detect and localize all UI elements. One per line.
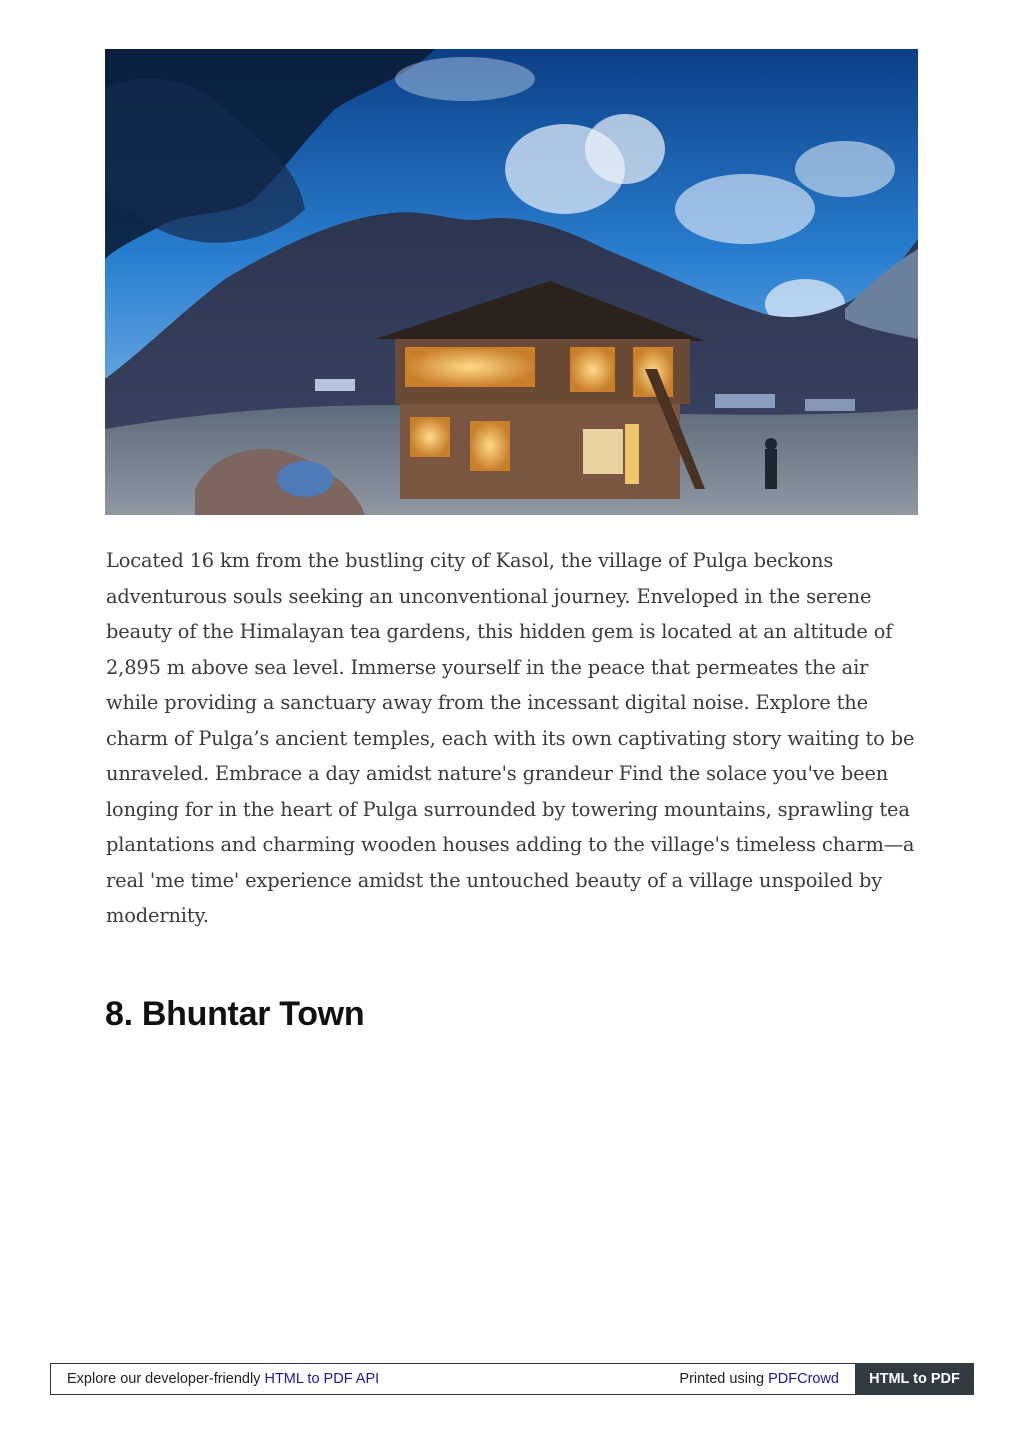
footer-left-text: Explore our developer-friendly: [67, 1371, 265, 1387]
section-heading: 8. Bhuntar Town: [105, 995, 365, 1033]
footer-left: [67, 1364, 379, 1394]
article-paragraph: Located 16 km from the bustling city of Kasol, the village of Pulga beckons adventurous souls seeking an unconventional journey. Enveloped in the serene beauty of the Himalayan tea gardens, this hidden gem is located at an altitude of 2,895 m above sea level. Immerse yourself in the peace that permeates the air while providing a sanctuary away from the incessant digital noise. Explore the charm of Pulga’s ancient temples, each with its own captivating story waiting to be unraveled. Embrace a day amidst nature's grandeur Find the solace you've been longing for in the heart of Pulga surrounded by towering mountains, sprawling tea plantations and charming wooden houses adding to the village's timeless charm—a real 'me time' experience amidst the untouched beauty of a village unspoiled by modernity.: [106, 549, 915, 927]
village-photo-illustration: [105, 49, 918, 515]
html-to-pdf-button[interactable]: HTML to PDF: [855, 1363, 974, 1395]
footer-right: [679, 1364, 839, 1394]
pdfcrowd-footer: [50, 1363, 974, 1395]
html-to-pdf-api-link[interactable]: HTML to PDF API: [264, 1371, 380, 1387]
footer-right-text: Printed using: [679, 1371, 769, 1387]
pdfcrowd-link[interactable]: PDFCrowd: [768, 1371, 839, 1387]
article-photo: [105, 49, 918, 515]
